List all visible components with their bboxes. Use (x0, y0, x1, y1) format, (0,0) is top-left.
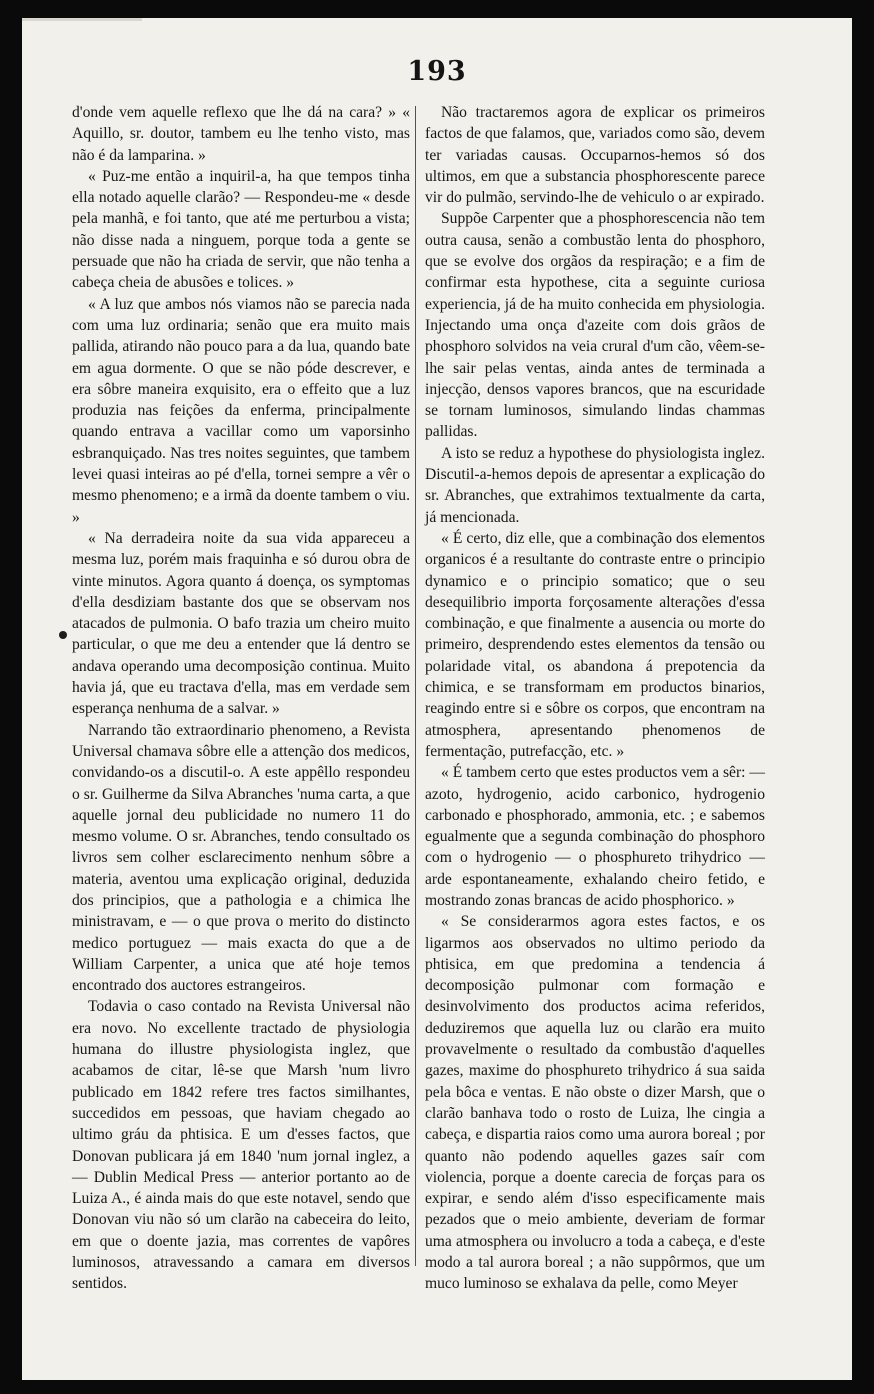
paragraph: « É certo, diz elle, que a combinação dos elementos organicos é a resultante do contraste entre o principio dynamico e o principio somatico; que o seu desequilibrio importa forçosamente alterações d'essa combinação, e que finalmente a ausencia ou morte do primeiro, desprendendo estes elementos da tensão ou polaridade vital, os abandona á prepotencia da chimica, e se transformam em productos binarios, reagindo entre si e sôbre os corpos, que encontram na atmosphera, apresentando phenomenos de fermentação, putrefacção, etc. » (425, 529, 765, 760)
left-column (72, 102, 410, 1295)
right-column (425, 102, 765, 1295)
paragraph: Todavia o caso contado na Revista Universal não era novo. No excellente tractado de physiologia humana do illustre physiologista inglez, que acabamos de citar, lê-se que Marsh 'num livro publicado em 1842 refere tres factos similhantes, succedidos em pessoas, que haviam chegado ao ultimo gráu da phtisica. E um d'esses factos, que Donovan publicara já em 1840 'num jornal inglez, a — Dublin Medical Press — anterior portanto ao de Luiza A., é ainda mais do que este notavel, sendo que Donovan viu não só um clarão na cabeceira do leito, em que o doente jazia, mas correntes de vapôres luminosos, atravessando a camara em diversos sentidos. (72, 998, 410, 1293)
page-scuff (22, 18, 142, 21)
page-number: 193 (407, 56, 467, 87)
ink-spot (59, 631, 67, 639)
column-divider (415, 106, 416, 1266)
paragraph: Suppõe Carpenter que a phosphorescencia não tem outra causa, senão a combustão lenta do phosphoro, que se evolve dos orgãos da respiração; e a fim de confirmar esta hypothese, cita a seguinte curiosa experiencia, já de ha muito conhecida em physiologia. Injectando uma onça d'azeite com dois grãos de phosphoro solvidos na veia crural d'um cão, vêem-se-lhe sair pelas ventas, ainda antes de terminada a injecção, densos vapores brancos, que na escuridade se tornam luminosos, simulando lindas chammas pallidas. (425, 210, 765, 441)
paragraph: « É tambem certo que estes productos vem a sêr: — azoto, hydrogenio, acido carbonico, hydrogenio carbonado e phosphorado, ammonia, etc. ; e sabemos egualmente que a segunda combinação do phosphoro com o hydrogenio — o phosphureto trihydrico — arde espontaneamente, exhalando cheiro fetido, e mostrando zonas brancas de acido phosphorico. » (425, 764, 765, 909)
paragraph: « Se considerarmos agora estes factos, e os ligarmos aos observados no ultimo periodo da phtisica, em que predomina a tendencia á decomposição pulmonar com formação e desinvolvimento dos productos acima referidos, deduziremos que aquella luz ou clarão era muito provavelmente o resultado da combustão d'aquelles gazes, maxime do phosphureto trihydrico á sua saida pela bôca e ventas. E não obste o dizer Marsh, que o clarão banhava todo o rosto de Luiza, lhe cingia a cabeça, e dispartia raios como uma aurora boreal ; por quanto não podendo aquelles gazes saír com violencia, porque a doente carecia de forças para os expirar, e sendo além d'isso especificamente mais pezados que o meio ambiente, deveriam de formar uma atmosphera ou involucro a toda a cabeça, e d'este modo a tal aurora boreal ; a não suppôrmos, que um muco luminoso se exhalava da pelle, como Meyer (425, 913, 765, 1293)
paragraph: « Puz-me então a inquiril-a, ha que tempos tinha ella notado aquelle clarão? — Respondeu-me « desde pela manhã, e foi tanto, que até me perturbou a vista; não disse nada a ninguem, porque toda a gente se persuade que não ha criada de servir, que não tenha a cabeça cheia de abusões e tolices. » (72, 167, 410, 292)
book-page (22, 18, 852, 1380)
paragraph: « A luz que ambos nós viamos não se parecia nada com uma luz ordinaria; senão que era muito mais pallida, atirando não pouco para a da lua, quando bate em agua dormente. O que se não póde descrever, e era sôbre maneira exquisito, era o effeito que a luz produzia nas feições da enferma, principalmente quando entrava a vacillar como um vaporsinho esbranquiçado. Nas tres noites seguintes, que tambem levei quasi inteiras ao pé d'ella, tornei sempre a vêr o mesmo phenomeno; e a irmã da doente tambem o viu. » (72, 295, 410, 526)
paragraph: d'onde vem aquelle reflexo que lhe dá na cara? » « Aquillo, sr. doutor, tambem eu lhe tenho visto, mas não é da lamparina. » (72, 104, 410, 164)
paragraph: Narrando tão extraordinario phenomeno, a Revista Universal chamava sôbre elle a attenção dos medicos, convidando-os a discutil-o. A este appêllo respondeu o sr. Guilherme da Silva Abranches 'numa carta, a que aquelle jornal deu publicidade no numero 11 do mesmo volume. O sr. Abranches, tendo consultado os livros sem colher esclarecimento nenhum sôbre a materia, aventou uma explicação original, deduzida dos principios, que a pathologia e a chimica lhe ministravam, e — o que prova o merito do distincto medico portuguez — mais exacta do que a de William Carpenter, a unica que até hoje temos encontrado dos auctores estrangeiros. (72, 721, 410, 995)
paragraph: « Na derradeira noite da sua vida appareceu a mesma luz, porém mais fraquinha e só durou obra de vinte minutos. Agora quanto á doença, os symptomas d'ella desdiziam bastante dos que se observam nos atacados de pulmonia. O bafo trazia um cheiro muito particular, o que me deu a entender que lá dentro se andava operando uma decomposição continua. Muito havia já, que eu tractava d'ella, mas em verdade sem esperança nenhuma de a salvar. » (72, 529, 410, 718)
paragraph: Não tractaremos agora de explicar os primeiros factos de que falamos, que, variados como são, devem ter variadas causas. Occuparnos-hemos só dos ultimos, em que a substancia phosphorescente parece vir do pulmão, servindo-lhe de vehiculo o ar expirado. (425, 104, 765, 207)
paragraph: A isto se reduz a hypothese do physiologista inglez. Discutil-a-hemos depois de apresentar a explicação do sr. Abranches, que extrahimos textualmente da carta, já mencionada. (425, 444, 765, 526)
